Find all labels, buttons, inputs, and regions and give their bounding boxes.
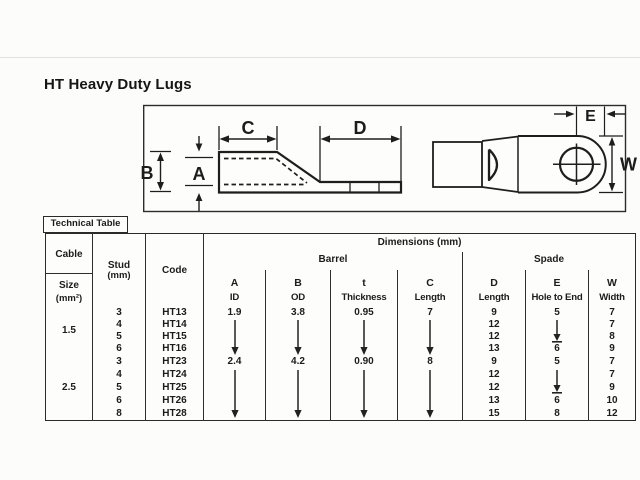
dim-label-d: D <box>353 118 367 138</box>
cell-d: 13 <box>463 395 526 408</box>
cell-t-ditto <box>331 369 398 421</box>
dim-label-e: E <box>585 108 596 125</box>
header-barrel: Barrel <box>204 252 463 270</box>
cell-t-ditto <box>331 320 398 356</box>
cell-d: 15 <box>463 408 526 421</box>
cell-code: HT28 <box>146 408 204 421</box>
header-stud <box>93 234 146 308</box>
cell-w: 7 <box>609 319 615 331</box>
cell-stud: 6 <box>93 395 146 408</box>
cell-d: 12 <box>463 320 526 332</box>
header-stud-word: Stud <box>107 259 131 271</box>
cell-a: 1.9 <box>204 308 266 320</box>
cell-c-ditto <box>398 320 463 356</box>
technical-table-label: Technical Table <box>43 216 128 233</box>
cell-d: 13 <box>463 344 526 356</box>
cell-stud: 6 <box>93 344 146 356</box>
dim-label-w: W <box>620 154 637 175</box>
cell-d: 9 <box>463 308 526 320</box>
cell-d: 12 <box>463 369 526 382</box>
cell-e: 6 <box>526 395 589 408</box>
dimensions-table <box>45 233 636 421</box>
cell-d: 12 <box>463 332 526 344</box>
header-col-t <box>331 270 398 308</box>
cell-b-ditto <box>266 369 331 421</box>
diagram-frame <box>144 106 626 212</box>
header-cable-unit: (mm²) <box>55 293 83 305</box>
ditto-arrow-icon <box>424 370 436 418</box>
header-stud-unit: (mm) <box>107 270 131 282</box>
cell-code: HT26 <box>146 395 204 408</box>
cell-w: 7 <box>609 307 615 319</box>
cell-d: 9 <box>463 356 526 369</box>
cell-code: HT15 <box>146 332 204 344</box>
cell-stud: 5 <box>93 332 146 344</box>
col-name: Thickness <box>341 291 387 303</box>
header-col-w <box>589 270 636 308</box>
cell-w: 7 <box>609 368 615 380</box>
header-cable <box>46 234 93 308</box>
cell-cable-size: 2.5 <box>46 356 93 421</box>
cell-e: 5 <box>526 356 589 369</box>
cell-stud: 4 <box>93 320 146 332</box>
cell-code: HT23 <box>146 356 204 369</box>
col-letter: t <box>362 276 366 289</box>
header-dimensions: Dimensions (mm) <box>377 236 462 248</box>
cell-e: 6 <box>526 344 589 356</box>
page-title: HT Heavy Duty Lugs <box>44 76 192 93</box>
cell-code: HT24 <box>146 369 204 382</box>
cell-w: 9 <box>609 343 615 355</box>
cell-stud: 4 <box>93 369 146 382</box>
cell-code: HT14 <box>146 320 204 332</box>
table-row <box>46 320 636 332</box>
ditto-arrow-icon <box>229 320 241 355</box>
col-letter: E <box>553 276 561 289</box>
col-name: Length <box>478 291 510 303</box>
header-cable-size: Size <box>58 280 79 292</box>
table-row <box>46 356 636 369</box>
cell-e-ditto <box>526 369 589 395</box>
cell-stud: 3 <box>93 356 146 369</box>
cell-c: 8 <box>398 356 463 369</box>
cell-d: 12 <box>463 382 526 395</box>
cell-e: 8 <box>526 408 589 421</box>
header-col-d <box>463 270 526 308</box>
col-letter: C <box>426 276 434 289</box>
ditto-arrow-terminated-icon <box>551 370 563 394</box>
cell-stud: 5 <box>93 382 146 395</box>
cell-stud: 8 <box>93 408 146 421</box>
ditto-arrow-icon <box>358 370 370 418</box>
col-name: ID <box>229 291 240 303</box>
cell-code: HT16 <box>146 344 204 356</box>
header-cable-word: Cable <box>46 236 92 274</box>
header-col-e <box>526 270 589 308</box>
cell-b-ditto <box>266 320 331 356</box>
cell-c: 7 <box>398 308 463 320</box>
ditto-arrow-icon <box>292 370 304 418</box>
col-letter: B <box>294 276 302 289</box>
cell-w: 7 <box>609 355 615 367</box>
cell-w: 10 <box>606 394 618 406</box>
ditto-arrow-icon <box>229 370 241 418</box>
col-name: Hole to End <box>531 291 583 303</box>
col-name: Length <box>414 291 446 303</box>
cell-a-ditto <box>204 369 266 421</box>
header-code: Code <box>146 234 204 308</box>
lug-technical-diagram <box>140 98 640 215</box>
cell-b: 3.8 <box>266 308 331 320</box>
header-col-b <box>266 270 331 308</box>
cell-w: 9 <box>609 381 615 393</box>
page-scan-separator <box>0 57 640 58</box>
dim-label-a: A <box>192 164 206 184</box>
ditto-arrow-terminated-icon <box>551 320 563 343</box>
cell-code: HT25 <box>146 382 204 395</box>
cell-cable-size: 1.5 <box>46 308 93 356</box>
cell-w: 8 <box>609 331 615 343</box>
dim-label-b: B <box>140 163 154 183</box>
cell-t: 0.95 <box>331 308 398 320</box>
header-col-c <box>398 270 463 308</box>
cell-stud: 3 <box>93 308 146 320</box>
col-name: OD <box>291 291 305 303</box>
ditto-arrow-icon <box>424 320 436 355</box>
col-letter: A <box>230 276 239 289</box>
ditto-arrow-icon <box>292 320 304 355</box>
col-name: Width <box>599 291 625 303</box>
col-letter: W <box>607 276 617 289</box>
cell-code: HT13 <box>146 308 204 320</box>
header-spade: Spade <box>534 254 565 266</box>
table-row <box>46 308 636 320</box>
cell-a-ditto <box>204 320 266 356</box>
header-col-a <box>204 270 266 308</box>
table-row <box>46 369 636 382</box>
ditto-arrow-icon <box>358 320 370 355</box>
cell-a: 2.4 <box>204 356 266 369</box>
cell-e-ditto <box>526 320 589 344</box>
cell-t: 0.90 <box>331 356 398 369</box>
cell-w: 12 <box>606 407 618 419</box>
dim-label-c: C <box>241 118 255 138</box>
cell-e: 5 <box>526 308 589 320</box>
cell-c-ditto <box>398 369 463 421</box>
cell-b: 4.2 <box>266 356 331 369</box>
col-letter: D <box>490 276 498 289</box>
